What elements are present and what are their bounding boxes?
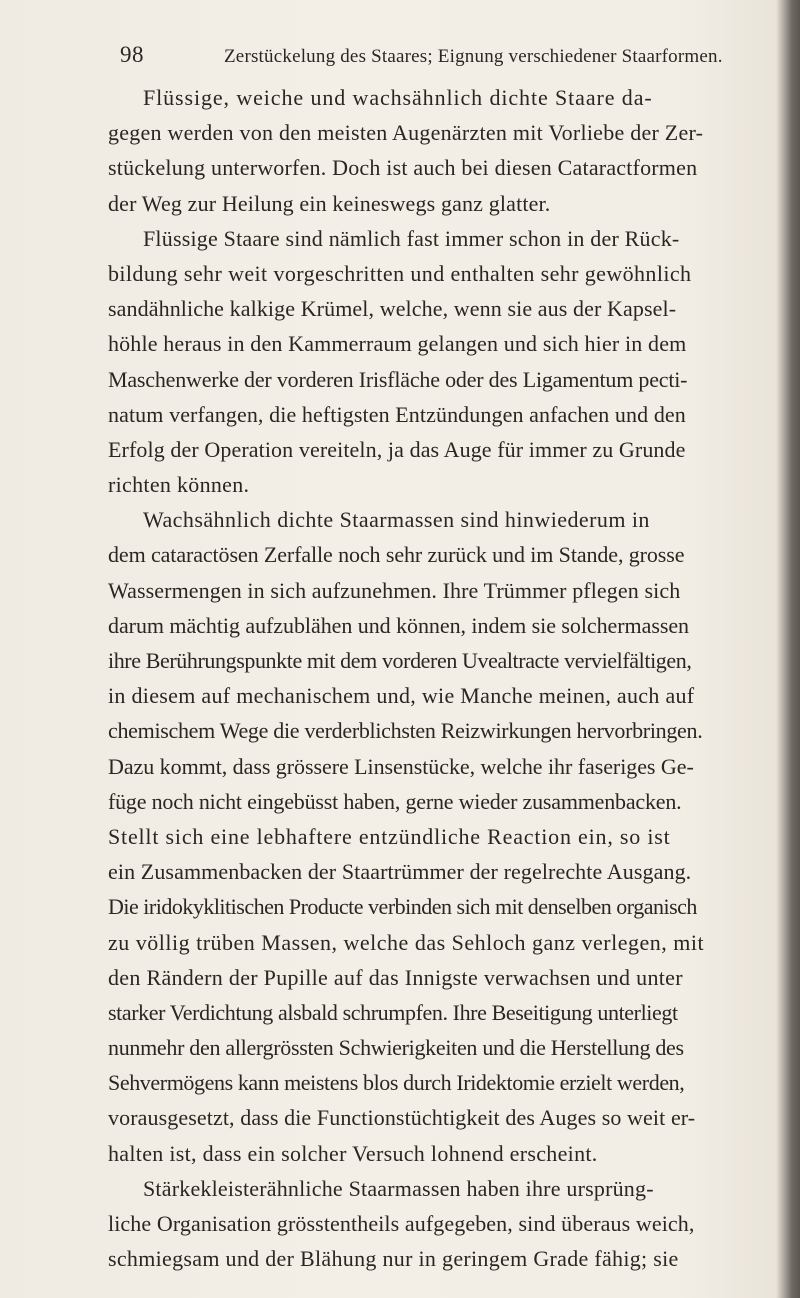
text-line: gegen werden von den meisten Augenärzten mit Vorliebe der Zer- bbox=[108, 120, 704, 146]
text-line: höhle heraus in den Kammerraum gelangen und sich hier in dem bbox=[108, 331, 687, 357]
text-line: darum mächtig aufzublähen und können, indem sie solchermassen bbox=[108, 612, 690, 638]
running-head bbox=[0, 40, 800, 74]
text-line: in diesem auf mechanischem und, wie Manche meinen, auch auf bbox=[108, 683, 695, 709]
text-line: Stärkekleisterähnliche Staarmassen haben ihre ursprüng- bbox=[143, 1175, 654, 1201]
text-line: ihre Berührungspunkte mit dem vorderen Uvealtracte vervielfältigen, bbox=[108, 648, 692, 673]
text-line: Sehvermögens kann meistens blos durch Iridektomie erzielt werden, bbox=[108, 1070, 685, 1096]
text-line: Stellt sich eine lebhaftere entzündliche Reaction ein, so ist bbox=[108, 823, 671, 849]
text-line: dem cataractösen Zerfalle noch sehr zurück und im Stande, grosse bbox=[108, 542, 685, 568]
text-line: Erfolg der Operation vereiteln, ja das Auge für immer zu Grunde bbox=[108, 436, 686, 462]
text-line: starker Verdichtung alsbald schrumpfen. Ihre Beseitigung unterliegt bbox=[108, 999, 678, 1025]
text-line: den Rändern der Pupille auf das Innigste verwachsen und unter bbox=[108, 964, 683, 990]
text-line: der Weg zur Heilung ein keineswegs ganz glatter. bbox=[108, 190, 551, 216]
running-title: Zerstückelung des Staares; Eignung verschiedener Staarformen. bbox=[224, 46, 723, 67]
body-text bbox=[108, 80, 792, 1276]
text-line: Wassermengen in sich aufzunehmen. Ihre Trümmer pflegen sich bbox=[108, 577, 681, 603]
text-line: stückelung unterworfen. Doch ist auch bei diesen Cataractformen bbox=[108, 155, 698, 181]
text-line: nunmehr den allergrössten Schwierigkeiten und die Herstellung des bbox=[108, 1035, 684, 1061]
text-line: füge noch nicht eingebüsst haben, gerne wieder zusammenbacken. bbox=[108, 788, 682, 814]
text-line: Wachsähnlich dichte Staarmassen sind hinwiederum in bbox=[143, 507, 650, 533]
text-line: Flüssige Staare sind nämlich fast immer schon in der Rück- bbox=[143, 225, 680, 251]
text-line: halten ist, dass ein solcher Versuch lohnend erscheint. bbox=[108, 1140, 598, 1166]
page-number: 98 bbox=[120, 42, 144, 67]
text-line: schmiegsam und der Blähung nur in geringem Grade fähig; sie bbox=[108, 1246, 679, 1272]
text-line: Flüssige, weiche und wachsähnlich dichte Staare da- bbox=[143, 85, 653, 110]
text-line: zu völlig trüben Massen, welche das Sehloch ganz verlegen, mit bbox=[108, 929, 705, 955]
text-line: richten können. bbox=[108, 472, 250, 498]
text-line: liche Organisation grösstentheils aufgegeben, sind überaus weich, bbox=[108, 1211, 695, 1236]
text-line: ein Zusammenbacken der Staartrümmer der regelrechte Ausgang. bbox=[108, 859, 692, 885]
text-line: Die iridokyklitischen Producte verbinden sich mit denselben organisch bbox=[108, 894, 697, 920]
text-line: Dazu kommt, dass grössere Linsenstücke, welche ihr faseriges Ge- bbox=[108, 753, 694, 779]
text-line: vorausgesetzt, dass die Functionstüchtigkeit des Auges so weit er- bbox=[108, 1105, 696, 1131]
text-line: chemischem Wege die verderblichsten Reizwirkungen hervorbringen. bbox=[108, 718, 703, 744]
text-line: sandähnliche kalkige Krümel, welche, wenn sie aus der Kapsel- bbox=[108, 296, 677, 322]
text-line: natum verfangen, die heftigsten Entzündungen anfachen und den bbox=[108, 401, 686, 427]
text-line: Maschenwerke der vorderen Irisfläche oder des Ligamentum pecti- bbox=[108, 366, 688, 392]
text-line: bildung sehr weit vorgeschritten und enthalten sehr gewöhnlich bbox=[108, 260, 692, 286]
